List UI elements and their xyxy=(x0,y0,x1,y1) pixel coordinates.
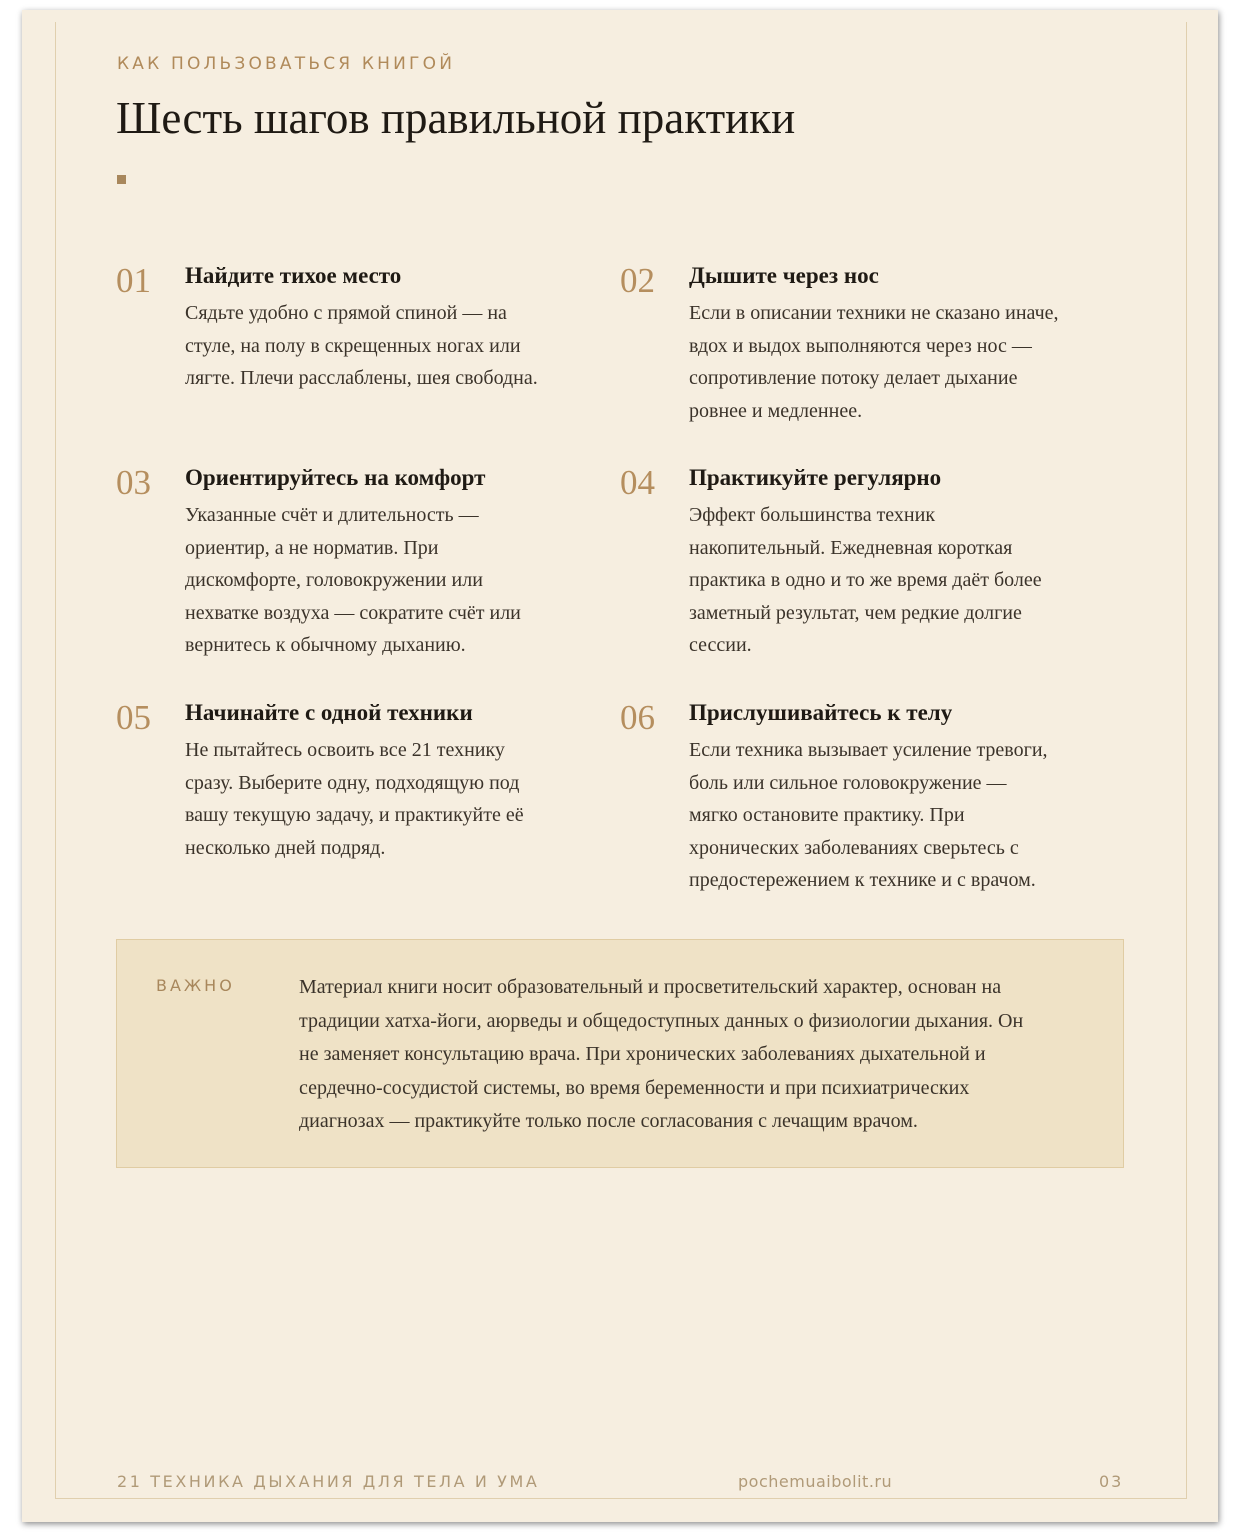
important-notice xyxy=(116,939,1124,1168)
step-description-line: стуле, на полу в скрещенных ногах или xyxy=(185,334,521,357)
step-description-line: накопительный. Ежедневная короткая xyxy=(689,536,1013,559)
book-page xyxy=(22,10,1218,1522)
step-description-line: Указанные счёт и длительность — xyxy=(185,504,479,526)
step-description-line: вдох и выдох выполняются через нос — xyxy=(689,334,1032,357)
notice-line: традиции хатха-йоги, аюрведы и общедоступных данных о физиологии дыхания. Он xyxy=(299,1009,1024,1032)
step-number: 01 xyxy=(116,261,151,300)
step-description-line: нехватке воздуха — сократите счёт или xyxy=(185,601,521,624)
step-title: Начинайте с одной техники xyxy=(185,700,473,725)
step-description-line: ровнее и медленнее. xyxy=(689,399,863,422)
step-title: Ориентируйтесь на комфорт xyxy=(185,465,486,490)
step-description-line: хронических заболеваниях сверьтесь с xyxy=(689,836,1019,859)
step-description xyxy=(185,297,585,395)
section-eyebrow: КАК ПОЛЬЗОВАТЬСЯ КНИГОЙ xyxy=(117,54,456,74)
notice-text xyxy=(299,971,1099,1139)
title-accent-square xyxy=(117,175,126,184)
step-number: 02 xyxy=(620,261,655,300)
step-description-line: сразу. Выберите одну, подходящую под xyxy=(185,771,520,794)
step-title: Практикуйте регулярно xyxy=(689,465,942,490)
step-description-line: лягте. Плечи расслаблены, шея свободна. xyxy=(185,367,538,389)
step-description-line: заметный результат, чем редкие долгие xyxy=(689,601,1022,624)
step-description-line: Эффект большинства техник xyxy=(689,504,936,526)
step-description-line: практика в одно и то же время даёт более xyxy=(689,569,1042,591)
step-description xyxy=(185,499,585,662)
step-number: 04 xyxy=(620,463,655,502)
footer-site-link[interactable]: pochemuaibolit.ru xyxy=(738,1472,893,1491)
step-description-line: сопротивление потоку делает дыхание xyxy=(689,367,1018,389)
step-title: Прислушивайтесь к телу xyxy=(689,700,953,725)
step-description-line: Не пытайтесь освоить все 21 технику xyxy=(185,739,505,761)
step-description xyxy=(689,297,1089,427)
step-description-line: Если техника вызывает усиление тревоги, xyxy=(689,739,1048,761)
page-title: Шесть шагов правильной практики xyxy=(116,93,796,143)
step-description-line: вернитесь к обычному дыханию. xyxy=(185,634,466,656)
step-number: 06 xyxy=(620,698,655,737)
step-title: Найдите тихое место xyxy=(185,263,402,288)
notice-label: ВАЖНО xyxy=(156,976,235,995)
step-description-line: Сядьте удобно с прямой спиной — на xyxy=(185,302,507,324)
step-description xyxy=(689,734,1089,897)
step-description-line: вашу текущую задачу, и практикуйте её xyxy=(185,804,524,826)
footer-book-title: 21 ТЕХНИКА ДЫХАНИЯ ДЛЯ ТЕЛА И УМА xyxy=(117,1472,540,1491)
step-title: Дышите через нос xyxy=(689,263,879,288)
step-description-line: несколько дней подряд. xyxy=(185,836,386,859)
step-description-line: предостережением к технике и с врачом. xyxy=(689,869,1036,891)
notice-line: не заменяет консультацию врача. При хронических заболеваниях дыхательной и xyxy=(299,1043,986,1065)
step-number: 05 xyxy=(116,698,151,737)
step-description-line: боль или сильное головокружение — xyxy=(689,771,1007,794)
step-description-line: мягко остановите практику. При xyxy=(689,804,965,826)
step-number: 03 xyxy=(116,463,151,502)
notice-line: Материал книги носит образовательный и просветительский характер, основан на xyxy=(299,976,1002,998)
notice-line: диагнозах — практикуйте только после согласования с лечащим врачом. xyxy=(299,1110,918,1132)
step-description xyxy=(689,499,1089,662)
page-number: 03 xyxy=(1099,1472,1124,1491)
notice-line: сердечно-сосудистой системы, во время беременности и при психиатрических xyxy=(299,1076,970,1099)
step-description xyxy=(185,734,585,864)
step-description-line: дискомфорте, головокружении или xyxy=(185,569,483,591)
step-description-line: ориентир, а не норматив. При xyxy=(185,536,439,559)
step-description-line: сессии. xyxy=(689,634,752,656)
step-description-line: Если в описании техники не сказано иначе, xyxy=(689,302,1059,324)
